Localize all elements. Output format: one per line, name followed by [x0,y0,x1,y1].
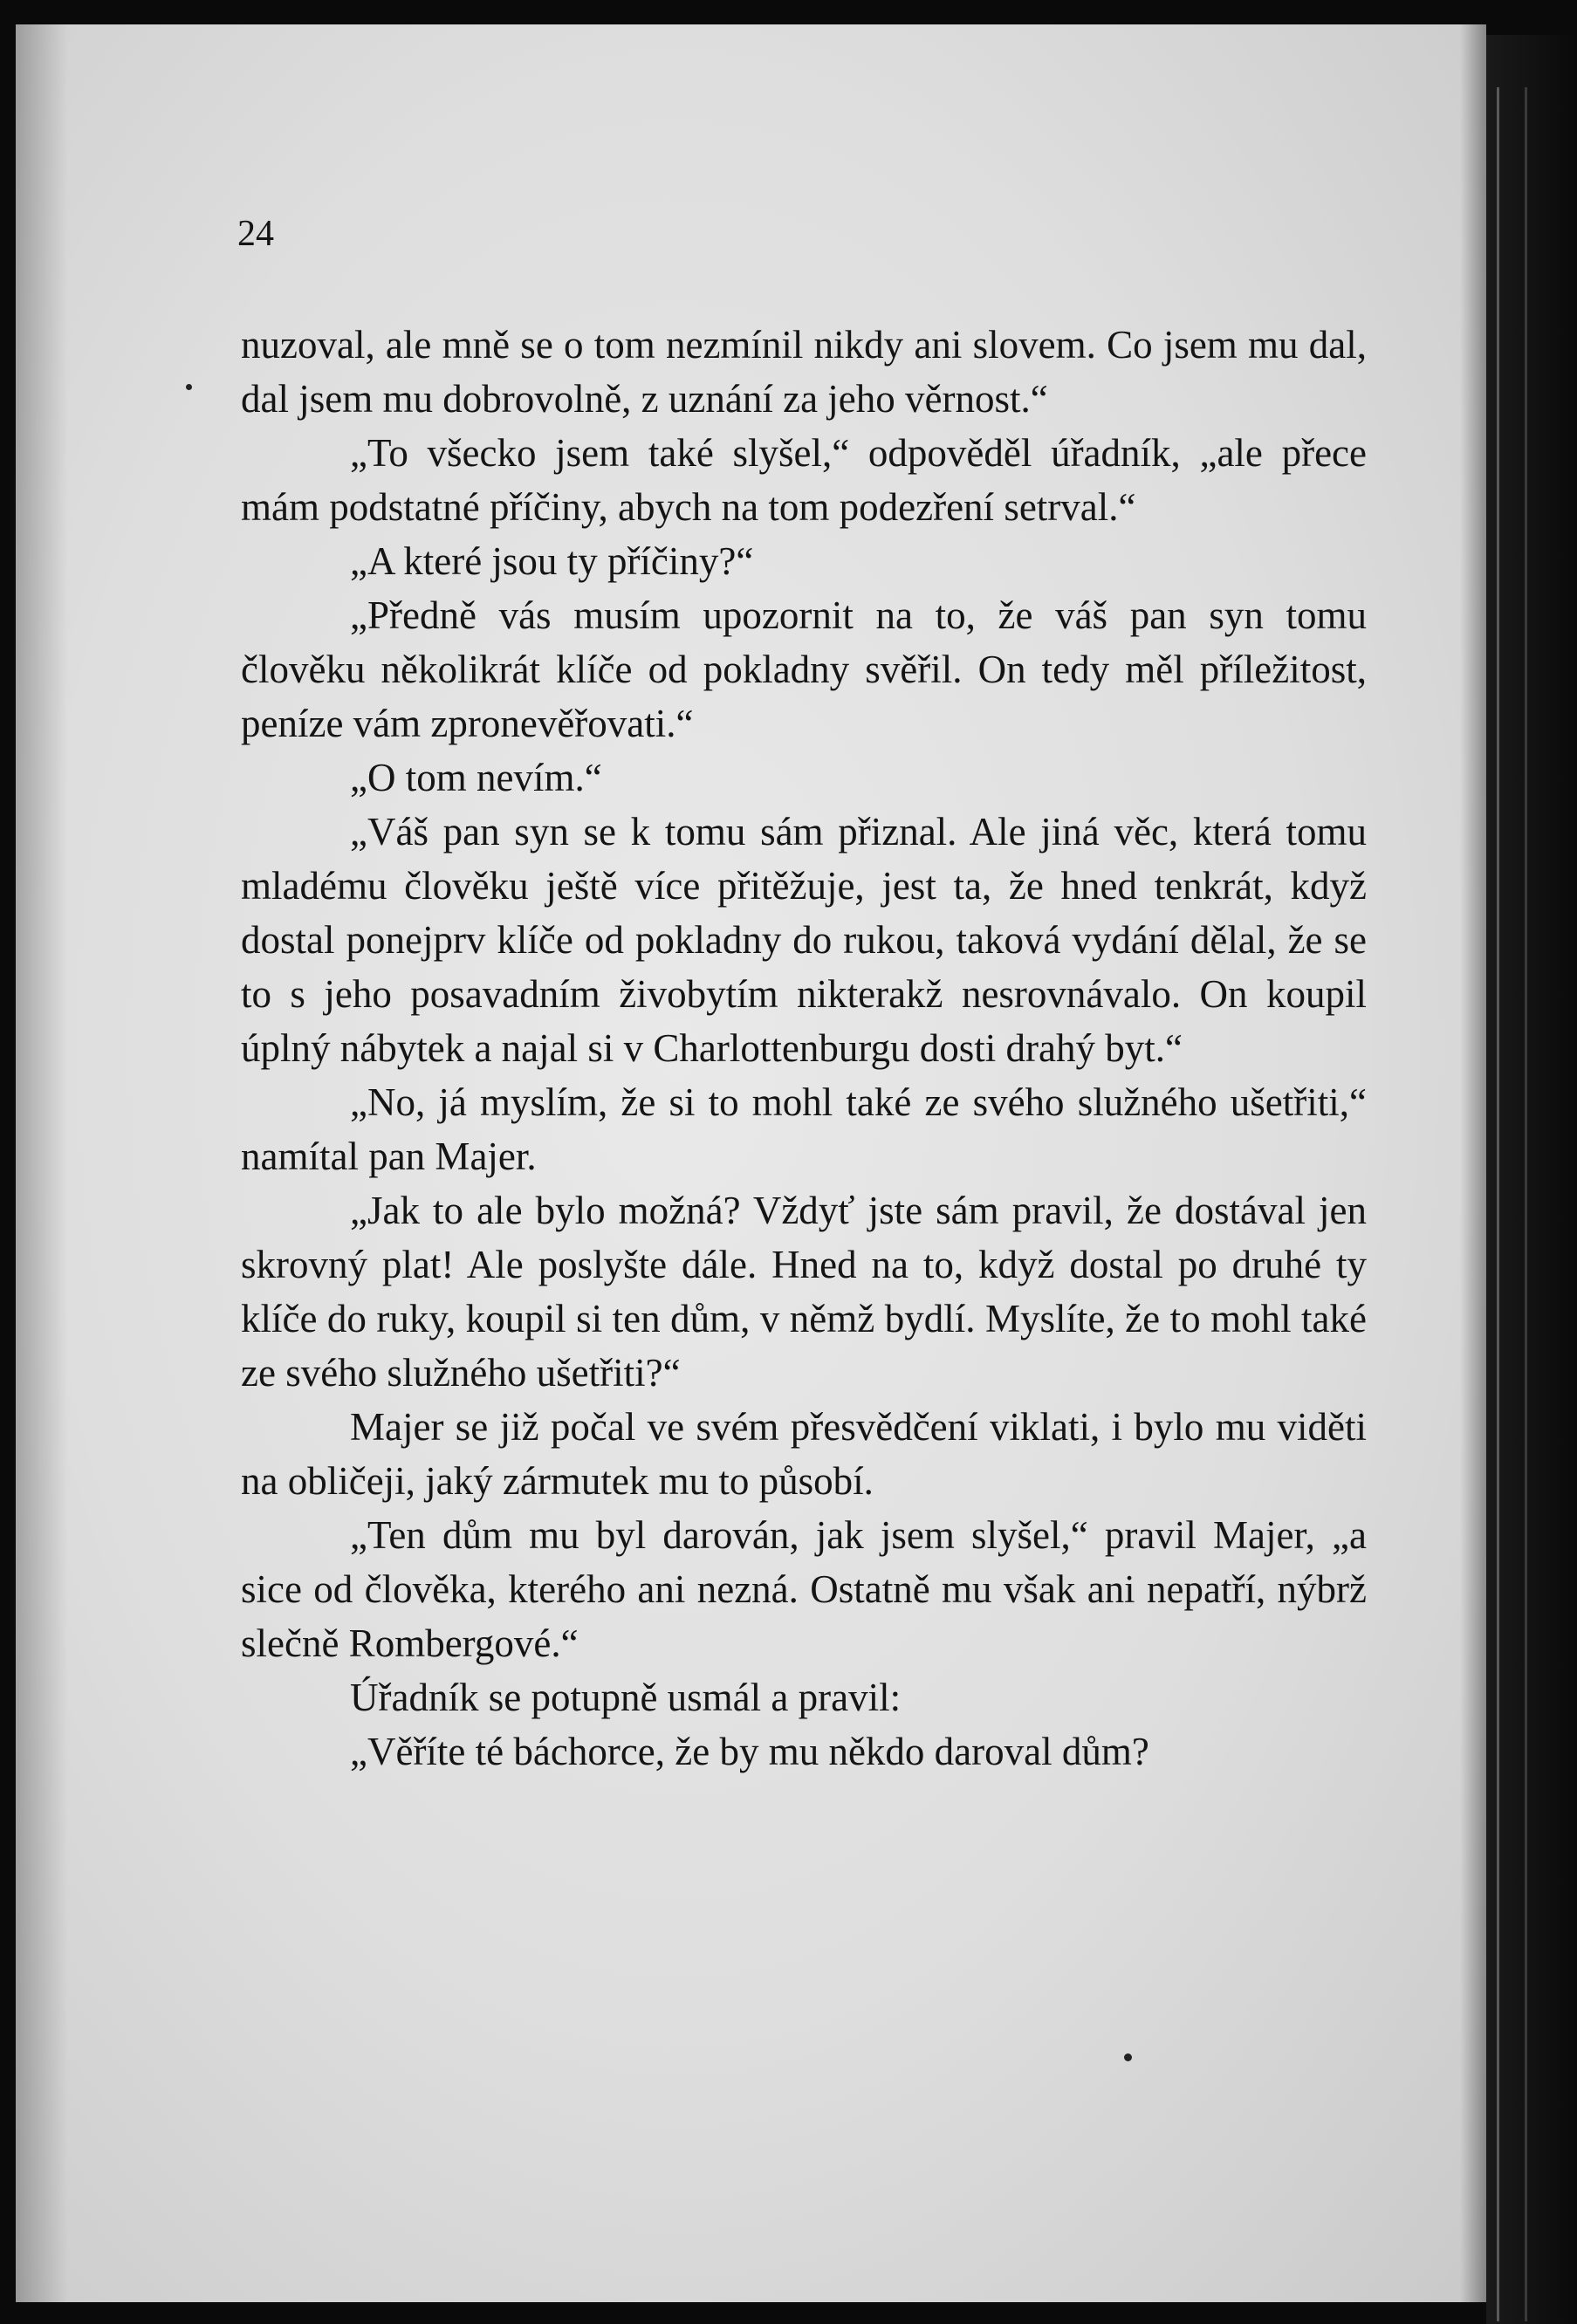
paragraph: „No, já myslím, že si to mohl také ze svého služného ušetřiti,“ namítal pan Majer. [241,1080,1367,1178]
paragraph: „A které jsou ty příčiny?“ [350,539,754,583]
paragraph: „Věříte té báchorce, že by mu někdo daroval dům? [350,1730,1149,1773]
paragraph: nuzoval, ale mně se o tom nezmínil nikdy ani slovem. Co jsem mu dal, dal jsem mu dobrovolně, z uznání za jeho věrnost.“ [241,323,1367,421]
dust-speck [1124,2053,1132,2061]
paragraph: „Ten dům mu byl darován, jak jsem slyšel,“ pravil Majer, „a sice od člověka, kterého ani nezná. Ostatně mu však ani nepatří, nýbrž slečně Rombergové.“ [241,1513,1367,1665]
page-edge-line [1525,87,1527,2321]
page-number: 24 [237,214,274,254]
book-page [16,24,1486,2302]
paragraph: Majer se již počal ve svém přesvědčení viklati, i bylo mu viděti na obličeji, jaký zármutek mu to působí. [241,1405,1367,1503]
page-edge-line [1497,87,1499,2321]
paragraph: „Předně vás musím upozornit na to, že váš pan syn tomu člověku několikrát klíče od pokladny svěřil. On tedy měl příležitost, peníze vám zpronevěřovati.“ [241,593,1367,745]
paragraph: Úřadník se potupně usmál a pravil: [350,1676,902,1719]
paragraph: „Jak to ale bylo možná? Vždyť jste sám pravil, že dostával jen skrovný plat! Ale poslyšte dále. Hned na to, když dostal po druhé ty klíče do ruky, koupil si ten dům, v němž bydlí. Myslíte, že to mohl také ze svého služného ušetřiti?“ [241,1189,1367,1395]
paragraph: „To všecko jsem také slyšel,“ odpověděl úřadník, „ale přece mám podstatné příčiny, abych na tom podezření setrval.“ [241,431,1367,529]
body-text [241,318,1367,1779]
paragraph: „Váš pan syn se k tomu sám přiznal. Ale jiná věc, která tomu mladému člověku ještě více přitěžuje, jest ta, že hned tenkrát, když dostal ponejprv klíče od pokladny do rukou, taková vydání dělal, že se to s jeho posavadním živobytím nikterakž nesrovnávalo. On koupil úplný nábytek a najal si v Charlottenburgu dosti drahý byt.“ [241,810,1367,1070]
dust-speck [186,384,192,390]
book-page-edge [1486,35,1577,2324]
paragraph: „O tom nevím.“ [350,756,602,799]
